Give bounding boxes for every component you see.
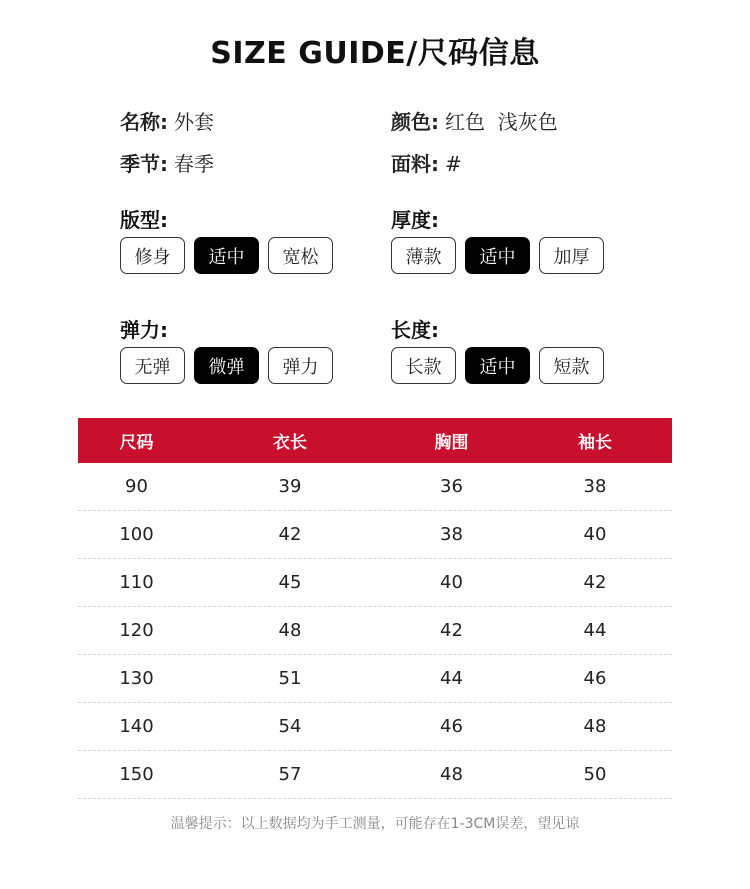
cell-length: 54: [278, 716, 302, 737]
name-label: 名称:: [120, 110, 168, 134]
fabric-value: #: [445, 152, 462, 176]
elasticity-option-none[interactable]: 无弹: [120, 347, 185, 384]
cell-length: 51: [278, 668, 302, 689]
header-chest: 胸围: [434, 433, 469, 453]
cell-sleeve: 38: [583, 476, 607, 497]
name-info: [120, 106, 214, 135]
table-header: [78, 418, 672, 463]
cell-chest: 44: [440, 668, 463, 689]
thickness-label: 厚度:: [391, 208, 439, 232]
fit-options: [120, 237, 333, 274]
cell-length: 42: [278, 524, 302, 545]
cell-length: 57: [278, 764, 302, 785]
cell-chest: 38: [440, 524, 463, 545]
fit-option-regular[interactable]: 适中: [194, 237, 259, 274]
cell-chest: 40: [440, 572, 463, 593]
table-row: [78, 511, 672, 559]
cell-chest: 46: [440, 716, 463, 737]
cell-length: 45: [278, 572, 302, 593]
color-label: 颜色:: [391, 110, 439, 134]
cell-chest: 42: [440, 620, 463, 641]
header-sleeve: 袖长: [578, 433, 612, 453]
table-row: [78, 751, 672, 799]
fit-option-loose[interactable]: 宽松: [268, 237, 333, 274]
season-label: 季节:: [120, 152, 168, 176]
thickness-option-medium[interactable]: 适中: [465, 237, 530, 274]
length-label: 长度:: [391, 318, 439, 342]
table-row: [78, 463, 672, 511]
cell-size: 130: [119, 668, 154, 689]
table-row: [78, 655, 672, 703]
cell-size: 140: [119, 716, 154, 737]
elasticity-option-stretch[interactable]: 弹力: [268, 347, 333, 384]
length-options: [391, 347, 604, 384]
cell-sleeve: 44: [583, 620, 607, 641]
table-row: [78, 559, 672, 607]
thickness-option-thick[interactable]: 加厚: [539, 237, 604, 274]
cell-sleeve: 48: [583, 716, 607, 737]
name-value: 外套: [174, 110, 214, 134]
length-option-short[interactable]: 短款: [539, 347, 604, 384]
fit-label: 版型:: [120, 208, 168, 232]
cell-size: 110: [119, 572, 154, 593]
cell-sleeve: 50: [583, 764, 607, 785]
cell-chest: 36: [440, 476, 463, 497]
cell-sleeve: 46: [583, 668, 607, 689]
cell-chest: 48: [440, 764, 463, 785]
cell-size: 120: [119, 620, 154, 641]
fabric-info: [391, 148, 462, 177]
thickness-option-thin[interactable]: 薄款: [391, 237, 456, 274]
page-title: SIZE GUIDE/尺码信息: [210, 36, 540, 71]
size-table: [78, 418, 672, 799]
fit-option-slim[interactable]: 修身: [120, 237, 185, 274]
elasticity-options: [120, 347, 333, 384]
cell-size: 90: [125, 476, 148, 497]
measurement-note: 温馨提示：以上数据均为手工测量，可能存在1-3CM误差，望见谅: [170, 816, 580, 832]
header-length: 衣长: [273, 433, 307, 453]
thickness-options: [391, 237, 604, 274]
length-option-long[interactable]: 长款: [391, 347, 456, 384]
length-option-regular[interactable]: 适中: [465, 347, 530, 384]
elasticity-label: 弹力:: [120, 318, 168, 342]
table-row: [78, 607, 672, 655]
cell-size: 150: [119, 764, 154, 785]
header-size: 尺码: [119, 433, 154, 453]
cell-size: 100: [119, 524, 154, 545]
cell-sleeve: 40: [583, 524, 607, 545]
cell-sleeve: 42: [583, 572, 607, 593]
fabric-label: 面料:: [391, 152, 439, 176]
table-row: [78, 703, 672, 751]
elasticity-option-slight[interactable]: 微弹: [194, 347, 259, 384]
color-value: 红色 浅灰色: [445, 110, 558, 134]
cell-length: 39: [278, 476, 302, 497]
season-info: [120, 148, 214, 177]
cell-length: 48: [278, 620, 302, 641]
season-value: 春季: [174, 152, 214, 176]
color-info: [391, 106, 558, 135]
